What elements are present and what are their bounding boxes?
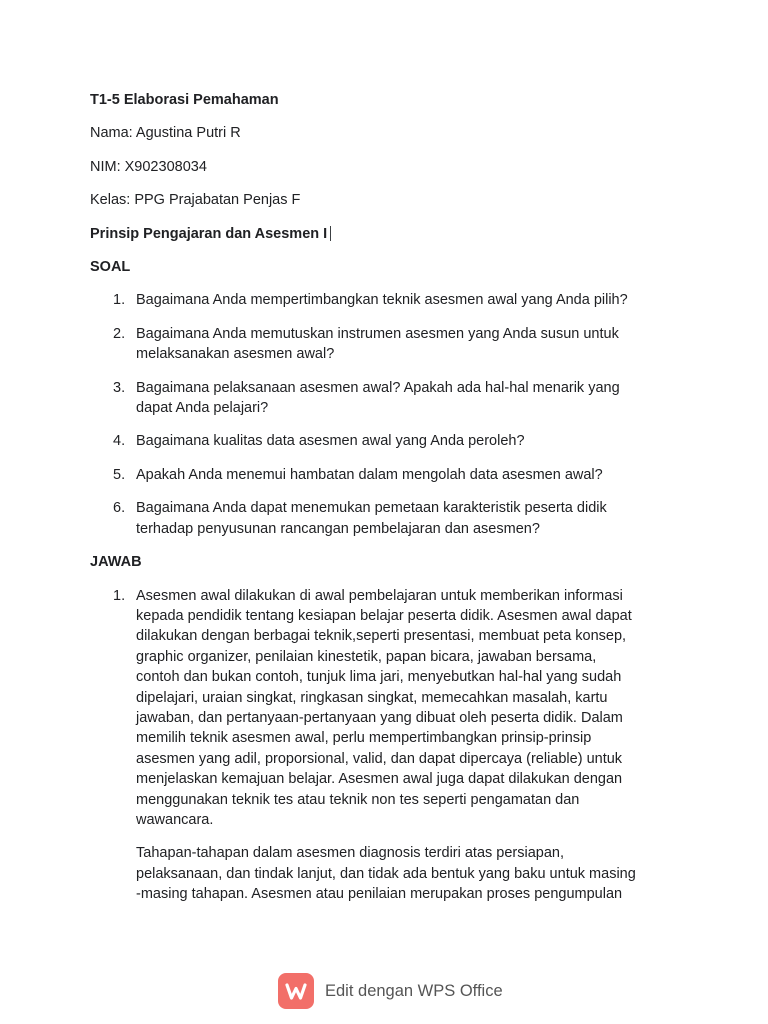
list-item-line: Bagaimana kualitas data asesmen awal yang Anda peroleh? [136, 433, 525, 450]
answer-line: kepada pendidik tentang kesiapan belajar peserta didik. Asesmen awal dapat [136, 607, 632, 624]
soal-list [90, 290, 710, 539]
answer-line: jawaban, dan pertanyaan-pertanyaan yang dibuat oleh peserta didik. Dalam [136, 709, 623, 726]
list-item-line: Bagaimana Anda mempertimbangkan teknik asesmen awal yang Anda pilih? [136, 292, 628, 309]
list-item-line: Apakah Anda menemui hambatan dalam mengolah data asesmen awal? [136, 466, 603, 483]
answer-line: -masing tahapan. Asesmen atau penilaian merupakan proses pengumpulan [136, 886, 623, 903]
course-title [90, 224, 710, 244]
student-name: Nama: Agustina Putri R [90, 125, 241, 142]
answer-paragraph [136, 586, 710, 831]
answer-line: dipelajari, uraian singkat, ringkasan singkat, memecahkan masalah, kartu [136, 689, 608, 706]
soal-heading: SOAL [90, 259, 131, 276]
answer-line: pelaksanaan, dan tindak lanjut, dan tidak ada bentuk yang baku untuk masing [136, 865, 636, 882]
course-title-text: Prinsip Pengajaran dan Asesmen I [90, 225, 328, 242]
answer-line: asesmen yang adil, proporsional, valid, dan dapat dipercaya (reliable) untuk [136, 750, 623, 767]
list-item [90, 290, 710, 310]
answer-line: contoh dan bukan contoh, tunjuk lima jari, menyebutkan hal-hal yang sudah [136, 669, 622, 686]
wps-office-icon [278, 973, 314, 1009]
list-item-line: dapat Anda pelajari? [136, 400, 269, 417]
list-item-line: Bagaimana pelaksanaan asesmen awal? Apakah ada hal-hal menarik yang [136, 379, 620, 396]
answer-line: menggunakan teknik tes atau teknik non tes seperti pengamatan dan [136, 791, 580, 808]
document-title: T1-5 Elaborasi Pemahaman [90, 92, 279, 108]
document-body [90, 90, 710, 918]
list-item [90, 465, 710, 485]
list-number: 1. [113, 292, 126, 309]
list-item-line: Bagaimana Anda dapat menemukan pemetaan karakteristik peserta didik [136, 500, 607, 517]
answer-line: Tahapan-tahapan dalam asesmen diagnosis terdiri atas persiapan, [136, 845, 565, 862]
text-cursor [330, 226, 331, 241]
list-item [90, 498, 710, 539]
list-item [90, 378, 710, 419]
list-item [90, 586, 710, 905]
answer-paragraph [136, 843, 710, 904]
answer-line: memilih teknik asesmen awal, perlu mempertimbangkan prinsip-prinsip [136, 730, 592, 747]
answer-line: graphic organizer, penilaian kinestetik, papan bicara, jawaban bersama, [136, 648, 597, 665]
jawab-list [90, 586, 710, 905]
list-item-line: melaksanakan asesmen awal? [136, 346, 335, 363]
answer-line: Asesmen awal dilakukan di awal pembelajaran untuk memberikan informasi [136, 587, 623, 604]
list-number: 4. [113, 433, 126, 450]
answer-line: dilakukan dengan berbagai teknik,seperti presentasi, membuat peta konsep, [136, 628, 627, 645]
list-number: 3. [113, 379, 126, 396]
answer-line: wawancara. [136, 811, 214, 828]
jawab-heading: JAWAB [90, 554, 142, 571]
list-item [90, 431, 710, 451]
list-item [90, 324, 710, 365]
list-item-line: terhadap penyusunan rancangan pembelajaran dan asesmen? [136, 520, 540, 537]
answer-line: menjelaskan kemajuan belajar. Asesmen awal juga dapat dilakukan dengan [136, 771, 623, 788]
student-class: Kelas: PPG Prajabatan Penjas F [90, 192, 301, 209]
list-item-line: Bagaimana Anda memutuskan instrumen asesmen yang Anda susun untuk [136, 325, 619, 342]
student-nim: NIM: X902308034 [90, 158, 207, 175]
list-number: 6. [113, 500, 126, 517]
list-number: 1. [113, 587, 126, 604]
edit-with-wps-office-label[interactable]: Edit dengan WPS Office [325, 981, 503, 1000]
list-number: 2. [113, 325, 126, 342]
list-number: 5. [113, 466, 126, 483]
edit-with-wps-office-button[interactable] [278, 973, 503, 1009]
